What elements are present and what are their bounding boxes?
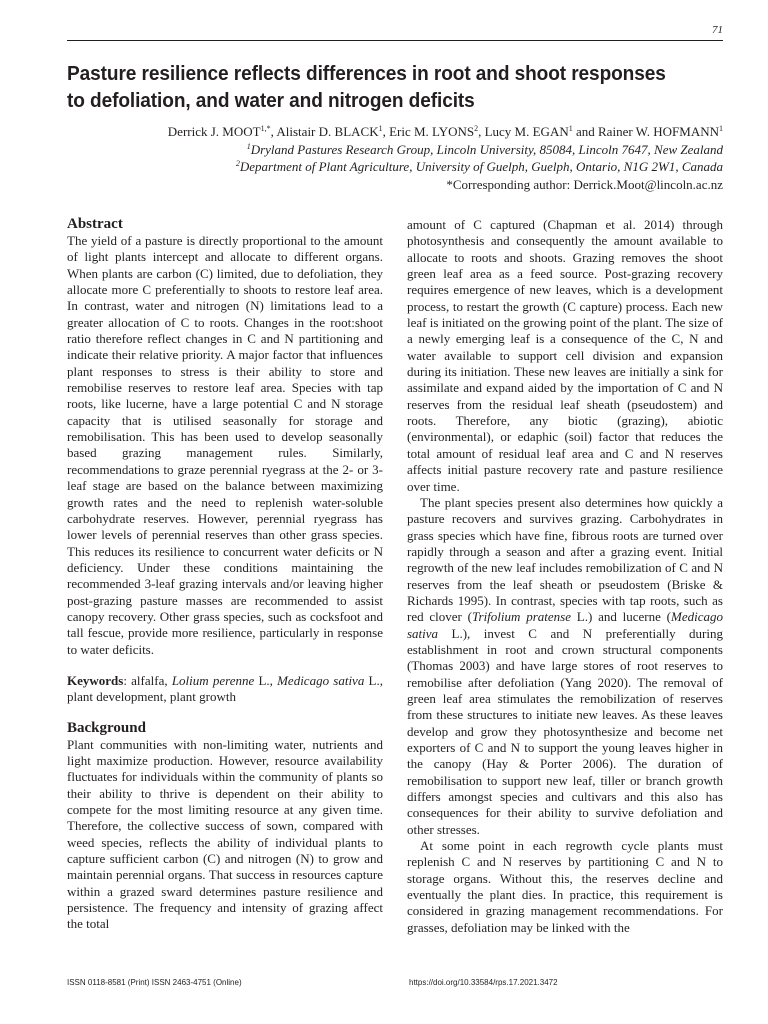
author-superscript: 1 — [378, 124, 383, 133]
right-column — [407, 217, 723, 936]
keywords — [67, 673, 383, 706]
author-separator: and — [572, 124, 599, 139]
body-text: L.), invest C and N preferentially during establishment in root and crown structural components (Thomas 2003) and have large stores of root reserves to remobilise after defoliation (Yang 2020). The removal of green leaf area stimulates the remobilization of reserves from these structures to initiate new leaves. As these leaves develop and grow they photosynthesize and become net exporters of C and N to support the young leaves higher in the canopy (Hay & Porter 2006). The duration of remobilisation to support new leaf, tiller or branch growth differs amongst species and cultivars and this also has consequences for their ability to survive defoliation and other stresses. — [407, 625, 723, 837]
keyword-text: : alfalfa, — [123, 672, 172, 688]
background-paragraph: Plant communities with non-limiting water, nutrients and light maximize production. However, resource availability fluctuates for individuals within the community of plants so their ability to thrive is dependent on their ability to compete for the most limiting resource at any given time. Therefore, the collective success of sown, compared with weed species, reflects the ability of individual plants to capture sufficient carbon (C) and nitrogen (N) to grow and maintain perennial organs. That success in resources capture within a grazed sward determines pasture resilience and persistence. The frequency and intensity of grazing affect the total — [67, 736, 383, 932]
author-name: Derrick J. MOOT — [167, 124, 261, 139]
body-text: L.) and lucerne ( — [570, 609, 671, 625]
author-name: Lucy M. EGAN — [484, 124, 569, 139]
header-rule — [67, 40, 723, 41]
affiliation-1 — [83, 141, 723, 159]
author-superscript: 2 — [474, 124, 479, 133]
body-paragraph: amount of C captured (Chapman et al. 2014) through photosynthesis and consequently the amount available to allocate to roots and shoots. Grazing removes the shoot green leaf area as a feed source. Post-grazing recovery requires emergence of new leaves, which is a development process, to restart the growth (C capture) process. Each new leaf is initiated on the growing point of the plant. The size of a newly emerging leaf is a consequence of the C, N and water available to support cell division and expansion during its initiation. These new leaves are initially a sink for assimilate and expand aided by the importation of C and N reserves from the residual leaf sheath (pseudostem) and roots. Therefore, any biotic (grazing), abiotic (environmental), or edaphic (soil) factor that reduces the total amount of residual leaf area and C and N reserves affects initial pasture recovery rate and pasture resilience over time. — [407, 217, 723, 494]
page-number: 71 — [712, 24, 723, 36]
affiliation-text: Department of Plant Agriculture, University of Guelph, Guelph, Ontario, N1G 2W1, Canada — [239, 159, 723, 174]
author-superscript: 1 — [719, 124, 723, 133]
background-heading: Background — [67, 719, 146, 736]
keyword-text: L., plant development, plant growth — [67, 672, 383, 705]
affiliation-superscript: 1 — [246, 141, 251, 151]
author-block — [83, 123, 723, 193]
author-separator: , — [270, 124, 277, 139]
spacer — [67, 658, 383, 673]
keywords-label: Keywords — [67, 672, 124, 688]
body-text: The plant species present also determines how quickly a pasture recovers and survives grazing. Carbohydrates in grass species which have fine, fibrous roots are turned over rapidly through a season and after a grazing event. Initial regrowth of the new leaf includes remobilization of C and N reserves from the leaf sheath or pseudostem (Briske & Richards 1995). In contrast, species with tap roots, such as red clover ( — [407, 494, 723, 625]
keyword-species: Medicago sativa — [277, 672, 365, 688]
species-name: Trifolium pratense — [472, 609, 571, 625]
left-column — [67, 216, 383, 933]
author-separator: , — [382, 124, 390, 139]
body-paragraph — [407, 495, 723, 838]
abstract-text: The yield of a pasture is directly proportional to the amount of light plants intercept and allocate to different organs. When plants are carbon (C) limited, due to defoliation, they allocate more C preferentially to shoots to restore leaf area. In contrast, water and nitrogen (N) limitations lead to a greater allocation of C to roots. Changes in the root:shoot ratio therefore reflect changes in C and N partitioning and indicate their relative priority. A major factor that influences plant responses to stress is their ability to store and remobilise reserves to restore leaf area. Species with tap roots, like lucerne, have a large potential C and N storage capacity that is utilised seasonally for storage and remobilisation. This has been used to develop seasonally based grazing management rules. Similarly, recommendations to graze perennial ryegrass at the 2- or 3-leaf stage are based on the balance between maximizing growth rates and the need to replenish water-soluble carbohydrate reserves. However, perennial ryegrass has lower levels of perennial reserves than other grass species. This reduces its resilience to concurrent water deficits or N deficiency. Under these conditions maintaining the recommended 3-leaf grazing intervals and/or leaving higher post-grazing pasture masses are recommended to assist canopy recovery. Other grass species, such as cocksfoot and tall fescue, provide more resilience, particularly in response to water deficits. — [67, 233, 383, 657]
author-separator: , — [478, 124, 485, 139]
footer-issn: ISSN 0118-8581 (Print) ISSN 2463-4751 (Online) — [67, 978, 242, 987]
body-paragraph: At some point in each regrowth cycle plants must replenish C and N reserves by partitioning C and N to storage organs. Without this, the reserves decline and eventually the plant dies. In practice, this requirement is considered in grazing management recommendations. For grasses, defoliation may be linked with the — [407, 838, 723, 935]
corresponding-author: *Corresponding author: Derrick.Moot@lincoln.ac.nz — [446, 176, 723, 192]
affiliation-superscript: 2 — [235, 159, 240, 168]
keyword-text: L., — [254, 672, 278, 688]
article-title: Pasture resilience reflects differences in root and shoot responses to defoliation, and water and nitrogen deficits — [67, 62, 666, 112]
author-superscript: 1 — [568, 124, 573, 133]
author-name: Eric M. LYONS — [389, 124, 475, 139]
abstract-heading: Abstract — [67, 216, 123, 232]
affiliation-text: Dryland Pastures Research Group, Lincoln University, 85084, Lincoln 7647, New Zealand — [250, 141, 723, 157]
affiliation-2 — [83, 158, 723, 176]
author-list — [83, 123, 723, 141]
species-name: Medicago sativa — [407, 609, 723, 641]
spacer — [67, 706, 383, 720]
footer-doi-link[interactable]: https://doi.org/10.33584/rps.17.2021.3472 — [409, 978, 558, 987]
author-superscript: 1,* — [260, 124, 271, 133]
keyword-species: Lolium perenne — [171, 672, 255, 688]
author-name: Rainer W. HOFMANN — [598, 124, 719, 139]
author-name: Alistair D. BLACK — [276, 124, 379, 139]
